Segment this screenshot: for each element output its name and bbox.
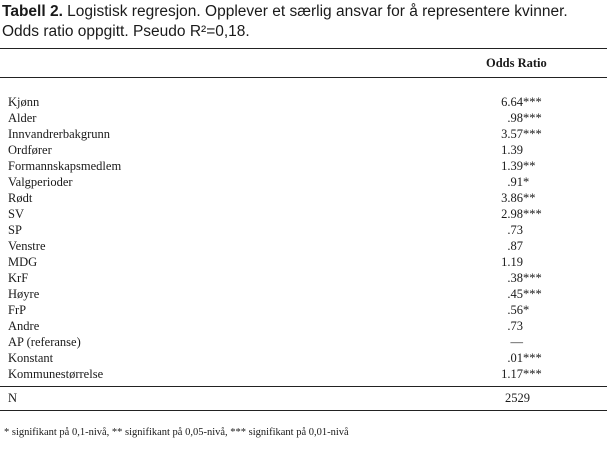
- table-row: [0, 318, 609, 334]
- row-label: SV: [8, 207, 24, 221]
- row-label: AP (referanse): [8, 335, 81, 349]
- significance-stars: ***: [523, 127, 542, 141]
- odds-ratio-value: .98: [507, 111, 523, 125]
- row-label: Ordfører: [8, 143, 52, 157]
- significance-stars: *: [523, 303, 530, 317]
- significance-stars: **: [523, 191, 536, 205]
- row-label: Venstre: [8, 239, 46, 253]
- table-row: [0, 110, 609, 126]
- row-label: Rødt: [8, 191, 33, 205]
- odds-ratio-value: .38: [507, 271, 523, 285]
- row-label: Kjønn: [8, 95, 40, 109]
- n-row-rule: [0, 386, 607, 387]
- significance-stars: ***: [523, 95, 542, 109]
- odds-ratio-value: 1.39: [501, 143, 523, 157]
- table-row: [0, 174, 609, 190]
- table-row: [0, 254, 609, 270]
- table-row: [0, 222, 609, 238]
- table-row: [0, 94, 609, 110]
- table-row: [0, 270, 609, 286]
- odds-ratio-value: 1.19: [501, 255, 523, 269]
- row-label: N: [8, 391, 18, 405]
- row-value: [495, 126, 575, 142]
- row-value: [495, 158, 575, 174]
- odds-ratio-value: 1.39: [501, 159, 523, 173]
- table-row: [0, 126, 609, 142]
- table-row: [0, 334, 609, 350]
- row-value: [495, 270, 575, 286]
- row-value: [495, 350, 575, 366]
- odds-ratio-value: .01: [507, 351, 523, 365]
- table-bottom-rule: [0, 410, 607, 411]
- odds-ratio-value: .73: [507, 319, 523, 333]
- row-value: [495, 206, 575, 222]
- odds-ratio-value: 3.57: [501, 127, 523, 141]
- row-label: KrF: [8, 271, 29, 285]
- row-value: [495, 334, 575, 350]
- significance-stars: *: [523, 175, 530, 189]
- column-header-odds-ratio: Odds Ratio: [486, 56, 547, 70]
- row-value: [495, 254, 575, 270]
- odds-ratio-value: .56: [507, 303, 523, 317]
- row-value: [495, 190, 575, 206]
- row-value: [495, 238, 575, 254]
- significance-stars: ***: [523, 367, 542, 381]
- odds-ratio-value: —: [510, 335, 523, 349]
- table-row: [0, 302, 609, 318]
- odds-ratio-value: .73: [507, 223, 523, 237]
- row-value: [495, 142, 575, 158]
- caption-label: Tabell 2.: [2, 3, 63, 20]
- table-top-rule: [0, 48, 607, 49]
- significance-stars: **: [523, 159, 536, 173]
- table-row: [0, 366, 609, 382]
- row-value: [495, 110, 575, 126]
- row-label: FrP: [8, 303, 27, 317]
- significance-stars: ***: [523, 351, 542, 365]
- table-row-n: [0, 389, 609, 407]
- row-value: [495, 286, 575, 302]
- odds-ratio-value: .91: [507, 175, 523, 189]
- odds-ratio-value: .45: [507, 287, 523, 301]
- row-label: Valgperioder: [8, 175, 73, 189]
- row-value: [495, 174, 575, 190]
- significance-stars: ***: [523, 207, 542, 221]
- row-label: Andre: [8, 319, 40, 333]
- odds-ratio-value: 3.86: [501, 191, 523, 205]
- table-row: [0, 190, 609, 206]
- table-row: [0, 142, 609, 158]
- row-label: MDG: [8, 255, 38, 269]
- row-value: [495, 302, 575, 318]
- table-row: [0, 286, 609, 302]
- row-value: [495, 222, 575, 238]
- table-caption: [2, 2, 602, 42]
- row-label: Høyre: [8, 287, 40, 301]
- row-value: [495, 318, 575, 334]
- row-label: Formannskapsmedlem: [8, 159, 122, 173]
- row-label: Alder: [8, 111, 37, 125]
- table-row: [0, 206, 609, 222]
- row-value: 2529: [505, 391, 530, 405]
- row-value: [495, 366, 575, 382]
- table-row: [0, 158, 609, 174]
- significance-stars: ***: [523, 111, 542, 125]
- row-label: Kommunestørrelse: [8, 367, 104, 381]
- odds-ratio-value: 1.17: [501, 367, 523, 381]
- table-row: [0, 350, 609, 366]
- odds-ratio-value: 6.64: [501, 95, 523, 109]
- header-rule: [0, 77, 607, 78]
- significance-stars: ***: [523, 287, 542, 301]
- row-label: SP: [8, 223, 22, 237]
- significance-footnote: * signifikant på 0,1-nivå, ** signifikant på 0,05-nivå, *** signifikant på 0,01-nivå: [4, 427, 349, 438]
- odds-ratio-value: .87: [507, 239, 523, 253]
- odds-ratio-value: 2.98: [501, 207, 523, 221]
- significance-stars: ***: [523, 271, 542, 285]
- row-value: [495, 94, 575, 110]
- caption-text: Logistisk regresjon. Opplever et særlig ansvar for å representere kvinner. Odds ratio oppgitt. Pseudo R²=0,18.: [2, 3, 568, 40]
- row-label: Konstant: [8, 351, 54, 365]
- table-row: [0, 238, 609, 254]
- row-label: Innvandrerbakgrunn: [8, 127, 111, 141]
